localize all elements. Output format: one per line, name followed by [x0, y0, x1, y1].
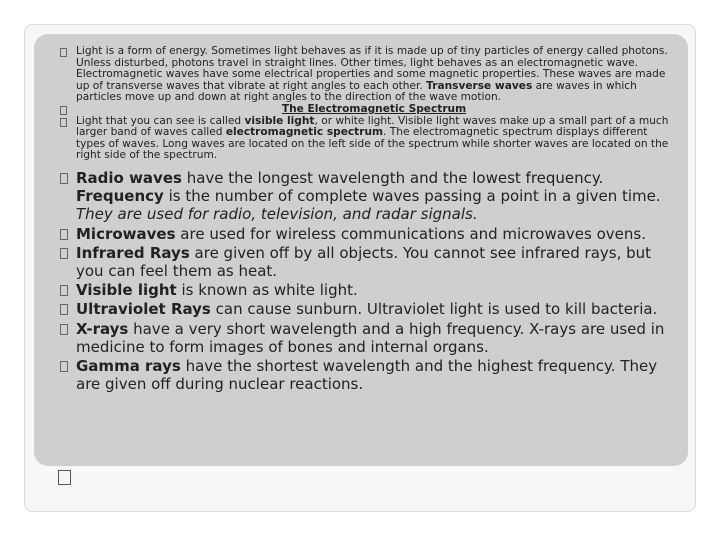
bullet-item	[60, 281, 672, 299]
bullet-box-icon	[60, 48, 67, 57]
bullet-box-icon	[60, 118, 67, 127]
bullet-box-icon	[60, 324, 68, 335]
bold-term: X-rays	[76, 319, 129, 338]
bullet-box-icon	[60, 248, 68, 259]
bullet-box-icon	[60, 361, 68, 372]
bullet-item	[60, 116, 672, 162]
text-run: They are used for radio, television, and radar signals.	[76, 205, 478, 224]
bullet-text	[76, 244, 672, 280]
text-run: have the longest wavelength and the lowest frequency.	[181, 168, 604, 187]
bullet-item	[60, 357, 672, 393]
bold-term: Ultraviolet Rays	[76, 300, 211, 319]
text-run: are given off by all objects. You cannot see infrared rays, but you can feel them as heat.	[76, 243, 652, 280]
bold-term: Infrared Rays	[76, 243, 190, 262]
bold-term: Radio waves	[76, 168, 182, 187]
bullet-box-icon	[60, 304, 68, 315]
bold-term: The Electromagnetic Spectrum	[281, 102, 467, 115]
empty-bullet-icon	[58, 470, 71, 485]
bold-term: Transverse waves	[426, 79, 533, 92]
bold-term: Gamma rays	[76, 356, 181, 375]
bullet-item	[60, 169, 672, 224]
bullet-text	[76, 169, 672, 224]
bullet-text	[76, 116, 672, 162]
bold-term: Frequency	[76, 187, 164, 206]
text-run: , or white light. Visible light waves make up a small part of a much larger band of waves called	[76, 114, 669, 139]
bullet-box-icon	[60, 229, 68, 240]
bullet-item	[60, 244, 672, 280]
text-run: Light is a form of energy. Sometimes light behaves as if it is made up of tiny particles of energy called photons. Unless disturbed, photons travel in straight lines. Other times, light behaves as an electromagnetic wave. Electromagnetic waves have some electrical properties and some magnetic properties. These waves are made up of transverse waves that vibrate at right angles to each other.	[76, 45, 668, 92]
bullet-item	[60, 320, 672, 356]
bullet-box-icon	[60, 285, 68, 296]
bullet-text	[76, 281, 672, 299]
bullet-text	[76, 357, 672, 393]
bullet-item	[60, 225, 672, 243]
text-run: can cause sunburn. Ultraviolet light is used to kill bacteria.	[210, 300, 658, 319]
bold-term: Visible light	[76, 281, 177, 300]
text-run: Light that you can see is called	[76, 114, 245, 127]
bold-term: visible light	[244, 114, 315, 127]
text-run: have a very short wavelength and a high frequency. X-rays are used in medicine to form images of bones and internal organs.	[76, 319, 665, 356]
text-run: . The electromagnetic spectrum displays different types of waves. Long waves are located on the left side of the spectrum while shorter waves are located on the right side of the spectrum.	[76, 126, 669, 162]
bullet-box-icon	[60, 106, 67, 115]
bullet-text	[76, 46, 672, 104]
text-run: is the number of complete waves passing a point in a given time.	[163, 187, 661, 206]
text-run: are waves in which particles move up and down at right angles to the direction of the wave motion.	[76, 79, 637, 104]
bullet-box-icon	[60, 173, 68, 184]
bold-term: Microwaves	[76, 224, 176, 243]
bullet-item	[60, 46, 672, 104]
bullet-item	[60, 300, 672, 318]
text-run: are used for wireless communications and microwaves ovens.	[175, 224, 646, 243]
bullet-text	[76, 225, 672, 243]
bullet-text	[76, 300, 672, 318]
bullet-text	[76, 320, 672, 356]
slide-content	[60, 46, 672, 393]
text-run: is known as white light.	[176, 281, 358, 300]
bold-term: electromagnetic spectrum	[225, 126, 384, 139]
text-run: have the shortest wavelength and the highest frequency. They are given off during nuclear reactions.	[76, 356, 658, 394]
